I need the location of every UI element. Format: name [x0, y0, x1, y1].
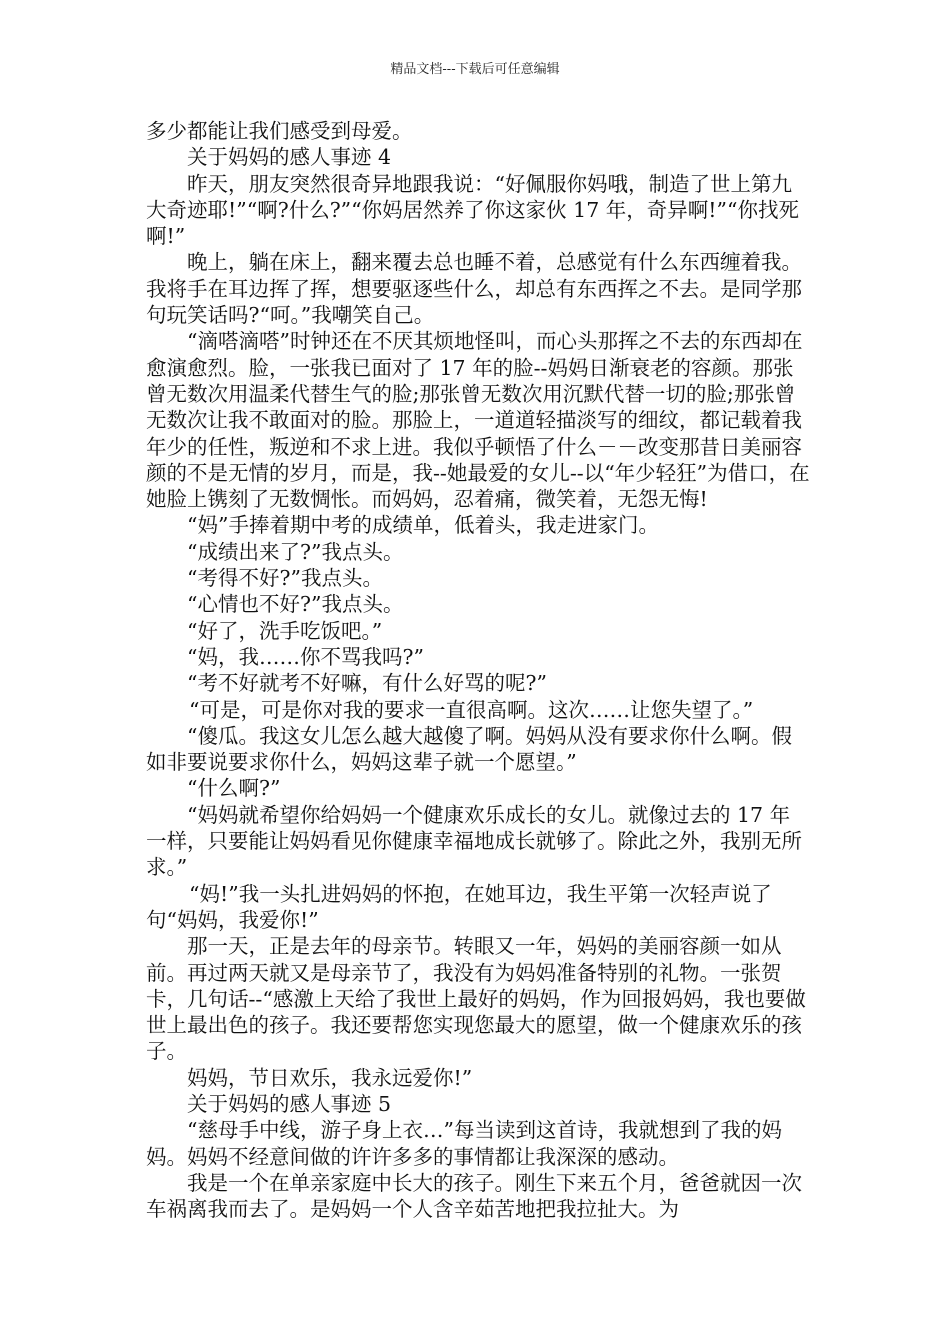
- paragraph: 妈妈，节日欢乐，我永远爱你!”: [187, 1065, 473, 1090]
- paragraph: 那一天，正是去年的母亲节。转眼又一年，妈妈的美丽容颜一如从前。再过两天就又是母亲节了，我没有为妈妈准备特别的礼物。一张贺卡，几句话--“感激上天给了我世上最好的妈妈，作为回报妈妈，我也要做世上最出色的孩子。我还要帮您实现您最大的愿望，做一个健康欢乐的孩子。: [146, 934, 806, 1064]
- paragraph: 多少都能让我们感受到母爱。: [146, 119, 413, 143]
- section-heading: 关于妈妈的感人事迹 5: [187, 1091, 392, 1116]
- dialogue-line: “可是，可是你对我的要求一直很高啊。这次……让您失望了。”: [189, 697, 754, 722]
- paragraph: “慈母手中线，游子身上衣…”每当读到这首诗，我就想到了我的妈妈。妈妈不经意间做的许许多多的事情都让我深深的感动。: [146, 1118, 782, 1169]
- dialogue-line: “心情也不好?”我点头。: [187, 592, 404, 617]
- dialogue-line: “傻瓜。我这女儿怎么越大越傻了啊。妈妈从没有要求你什么啊。假如非要说要求你什么，妈妈这辈子就一个愿望。”: [146, 723, 792, 775]
- section-heading: 关于妈妈的感人事迹 4: [187, 145, 392, 170]
- paragraph: 昨天，朋友突然很奇异地跟我说：“好佩服你妈哦，制造了世上第九大奇迹耶!”“啊?什么?”“你妈居然养了你这家伙 17 年，奇异啊!”“你找死啊!”: [146, 171, 799, 249]
- paragraph: “妈”手捧着期中考的成绩单，低着头，我走进家门。: [187, 513, 659, 538]
- dialogue-line: “妈，我……你不骂我吗?”: [187, 644, 424, 669]
- dialogue-line: “妈妈就希望你给妈妈一个健康欢乐成长的女儿。就像过去的 17 年一样，只要能让妈妈看见你健康幸福地成长就够了。除此之外，我别无所求。”: [146, 802, 802, 880]
- dialogue-line: “考得不好?”我点头。: [187, 566, 383, 591]
- dialogue-line: “考不好就考不好嘛，有什么好骂的呢?”: [187, 671, 547, 696]
- dialogue-line: “什么啊?”: [187, 776, 281, 801]
- dialogue-line: “好了，洗手吃饭吧。”: [187, 618, 383, 643]
- paragraph: “妈!”我一头扎进妈妈的怀抱，在她耳边，我生平第一次轻声说了句“妈妈，我爱你!”: [146, 881, 772, 932]
- document-body: [146, 118, 810, 1222]
- paragraph: 我是一个在单亲家庭中长大的孩子。刚生下来五个月，爸爸就因一次车祸离我而去了。是妈妈一个人含辛茹苦地把我拉扯大。为: [146, 1170, 802, 1222]
- paragraph: “滴嗒滴嗒”时钟还在不厌其烦地怪叫，而心头那挥之不去的东西却在愈演愈烈。脸，一张我已面对了 17 年的脸--妈妈日渐衰老的容颜。那张曾无数次用温柔代替生气的脸;那张曾无数次用沉默代替一切的脸;那张曾无数次让我不敢面对的脸。那脸上，一道道轻描淡写的细纹，都记载着我年少的任性，叛逆和不求上进。我似乎顿悟了什么－－改变那昔日美丽容颜的不是无情的岁月，而是，我--她最爱的女儿--以“年少轻狂”为借口，在她脸上镌刻了无数惆怅。而妈妈，忍着痛，微笑着，无怨无悔!: [146, 329, 810, 512]
- page-header: 精品文档---下载后可任意编辑: [390, 62, 560, 77]
- dialogue-line: “成绩出来了?”我点头。: [187, 539, 404, 564]
- paragraph: 晚上，躺在床上，翻来覆去总也睡不着，总感觉有什么东西缠着我。我将手在耳边挥了挥，想要驱逐些什么，却总有东西挥之不去。是同学那句玩笑话吗?“呵。”我嘲笑自己。: [146, 250, 802, 328]
